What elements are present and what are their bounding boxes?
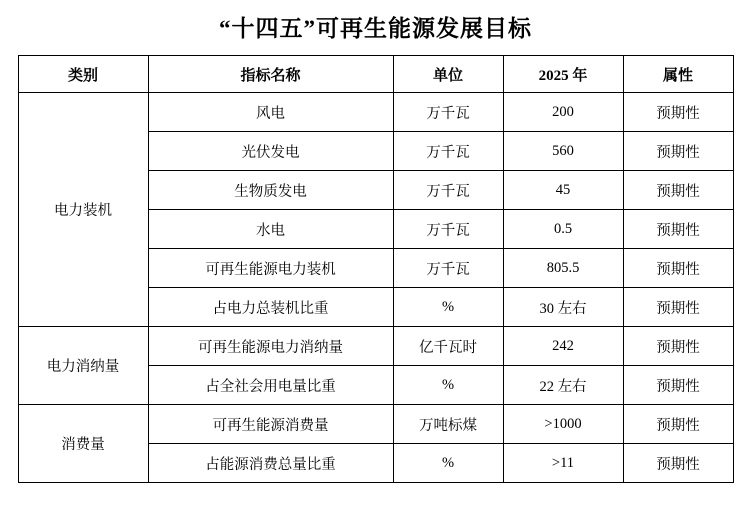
attribute-cell: 预期性 [623, 288, 733, 327]
attribute-cell: 预期性 [623, 327, 733, 366]
table-body [18, 93, 733, 483]
value-cell: 200 [503, 93, 623, 132]
indicator-name-cell: 可再生能源消费量 [148, 405, 393, 444]
value-cell: 560 [503, 132, 623, 171]
unit-cell: % [393, 444, 503, 483]
unit-cell: 万千瓦 [393, 171, 503, 210]
unit-cell: 万千瓦 [393, 210, 503, 249]
attribute-cell: 预期性 [623, 366, 733, 405]
column-header-attribute: 属性 [623, 56, 733, 93]
attribute-cell: 预期性 [623, 444, 733, 483]
attribute-cell: 预期性 [623, 249, 733, 288]
attribute-cell: 预期性 [623, 171, 733, 210]
indicator-name-cell: 占电力总装机比重 [148, 288, 393, 327]
attribute-cell: 预期性 [623, 210, 733, 249]
attribute-cell: 预期性 [623, 405, 733, 444]
attribute-cell: 预期性 [623, 132, 733, 171]
page-title: “十四五”可再生能源发展目标 [219, 16, 532, 41]
indicator-name-cell: 可再生能源电力装机 [148, 249, 393, 288]
category-cell-power-capacity: 电力装机 [18, 93, 148, 327]
attribute-cell: 预期性 [623, 93, 733, 132]
table-row [18, 93, 733, 132]
value-cell: 242 [503, 327, 623, 366]
unit-cell: 万千瓦 [393, 93, 503, 132]
value-cell: 22 左右 [503, 366, 623, 405]
unit-cell: 万千瓦 [393, 132, 503, 171]
value-cell: >1000 [503, 405, 623, 444]
indicator-name-cell: 占能源消费总量比重 [148, 444, 393, 483]
indicator-name-cell: 生物质发电 [148, 171, 393, 210]
category-cell-consumption: 消费量 [18, 405, 148, 483]
unit-cell: 万千瓦 [393, 249, 503, 288]
indicator-name-cell: 光伏发电 [148, 132, 393, 171]
value-cell: 30 左右 [503, 288, 623, 327]
renewable-energy-goals-table [18, 55, 734, 483]
column-header-unit: 单位 [393, 56, 503, 93]
value-cell: >11 [503, 444, 623, 483]
value-cell: 0.5 [503, 210, 623, 249]
table-header-row [18, 56, 733, 93]
table-row [18, 327, 733, 366]
table-row [18, 405, 733, 444]
value-cell: 805.5 [503, 249, 623, 288]
indicator-name-cell: 可再生能源电力消纳量 [148, 327, 393, 366]
indicator-name-cell: 水电 [148, 210, 393, 249]
table-header [18, 56, 733, 93]
column-header-indicator-name: 指标名称 [148, 56, 393, 93]
indicator-name-cell: 风电 [148, 93, 393, 132]
column-header-year: 2025 年 [503, 56, 623, 93]
value-cell: 45 [503, 171, 623, 210]
category-cell-power-consumption: 电力消纳量 [18, 327, 148, 405]
unit-cell: % [393, 366, 503, 405]
unit-cell: 万吨标煤 [393, 405, 503, 444]
unit-cell: 亿千瓦时 [393, 327, 503, 366]
column-header-category: 类别 [18, 56, 148, 93]
indicator-name-cell: 占全社会用电量比重 [148, 366, 393, 405]
unit-cell: % [393, 288, 503, 327]
